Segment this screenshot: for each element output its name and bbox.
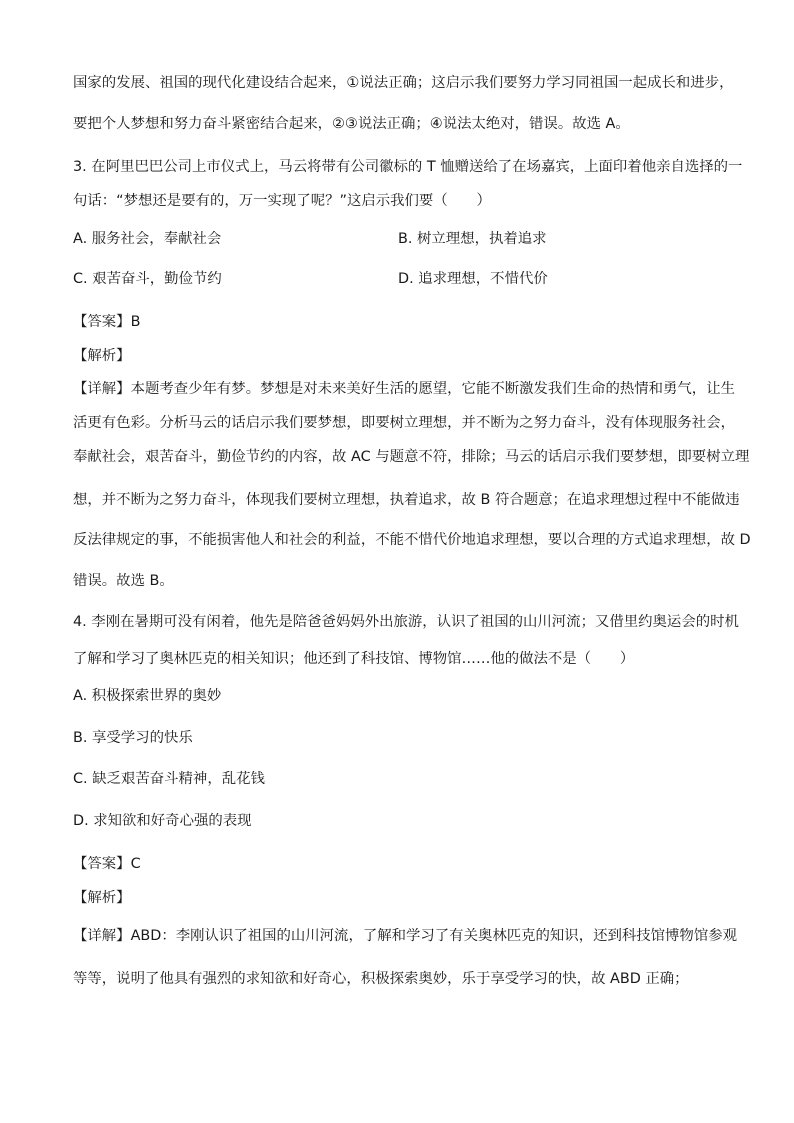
q3-stem-line-1: 3. 在阿里巴巴公司上市仪式上，马云将带有公司徽标的 T 恤赠送给了在场嘉宾，上面印着他亲自选择的一 <box>73 159 743 175</box>
q3-option-c: C. 艰苦奋斗，勤俭节约 <box>73 271 222 287</box>
q3-detail-line-5: 反法律规定的事，不能损害他人和社会的利益，不能不惜代价地追求理想，要以合理的方式追求理想，故 D <box>73 532 751 548</box>
q3-option-a: A. 服务社会，奉献社会 <box>73 231 222 247</box>
q4-answer: 【答案】C <box>73 856 141 872</box>
q4-detail-line-1: 【详解】ABD：李刚认识了祖国的山川河流，了解和学习了有关奥林匹克的知识，还到科技馆博物馆参观 <box>73 928 737 944</box>
q4-stem-line-2: 了解和学习了奥林匹克的相关知识；他还到了科技馆、博物馆……他的做法不是（ ） <box>73 651 635 667</box>
q3-detail-line-6: 错误。故选 B。 <box>73 573 174 589</box>
q3-stem-line-2: 句话：“梦想还是要有的，万一实现了呢？”这启示我们要（ ） <box>73 193 491 209</box>
q3-answer: 【答案】B <box>73 314 141 330</box>
q3-option-d: D. 追求理想，不惜代价 <box>398 271 548 287</box>
q4-option-a: A. 积极探索世界的奥妙 <box>73 688 222 704</box>
q3-detail-line-3: 奉献社会，艰苦奋斗，勤俭节约的内容，故 AC 与题意不符，排除；马云的话启示我们要梦想，即要树立理 <box>73 449 750 465</box>
q3-detail-line-1: 【详解】本题考查少年有梦。梦想是对未来美好生活的愿望，它能不断激发我们生命的热情和勇气，让生 <box>73 381 735 397</box>
intro-line-2: 要把个人梦想和努力奋斗紧密结合起来，②③说法正确；④说法太绝对，错误。故选 A。 <box>73 116 630 132</box>
q4-detail-line-2: 等等，说明了他具有强烈的求知欲和好奇心，积极探索奥妙，乐于享受学习的快，故 ABD 正确； <box>73 971 689 987</box>
q4-stem-line-1: 4. 李刚在暑期可没有闲着，他先是陪爸爸妈妈外出旅游，认识了祖国的山川河流；又借里约奥运会的时机 <box>73 614 739 630</box>
q4-analysis-label: 【解析】 <box>73 890 131 906</box>
q3-detail-line-4: 想，并不断为之努力奋斗，体现我们要树立理想，执着追求，故 B 符合题意；在追求理想过程中不能做违 <box>73 492 740 508</box>
q4-option-b: B. 享受学习的快乐 <box>73 730 193 746</box>
q3-detail-line-2: 活更有色彩。分析马云的话启示我们要梦想，即要树立理想，并不断为之努力奋斗，没有体现服务社会， <box>73 415 735 431</box>
q4-option-d: D. 求知欲和好奇心强的表现 <box>73 813 252 829</box>
intro-line-1: 国家的发展、祖国的现代化建设结合起来，①说法正确；这启示我们要努力学习同祖国一起成长和进步， <box>73 75 734 91</box>
q3-analysis-label: 【解析】 <box>73 348 131 364</box>
q4-option-c: C. 缺乏艰苦奋斗精神，乱花钱 <box>73 771 265 787</box>
q3-option-b: B. 树立理想，执着追求 <box>398 231 547 247</box>
